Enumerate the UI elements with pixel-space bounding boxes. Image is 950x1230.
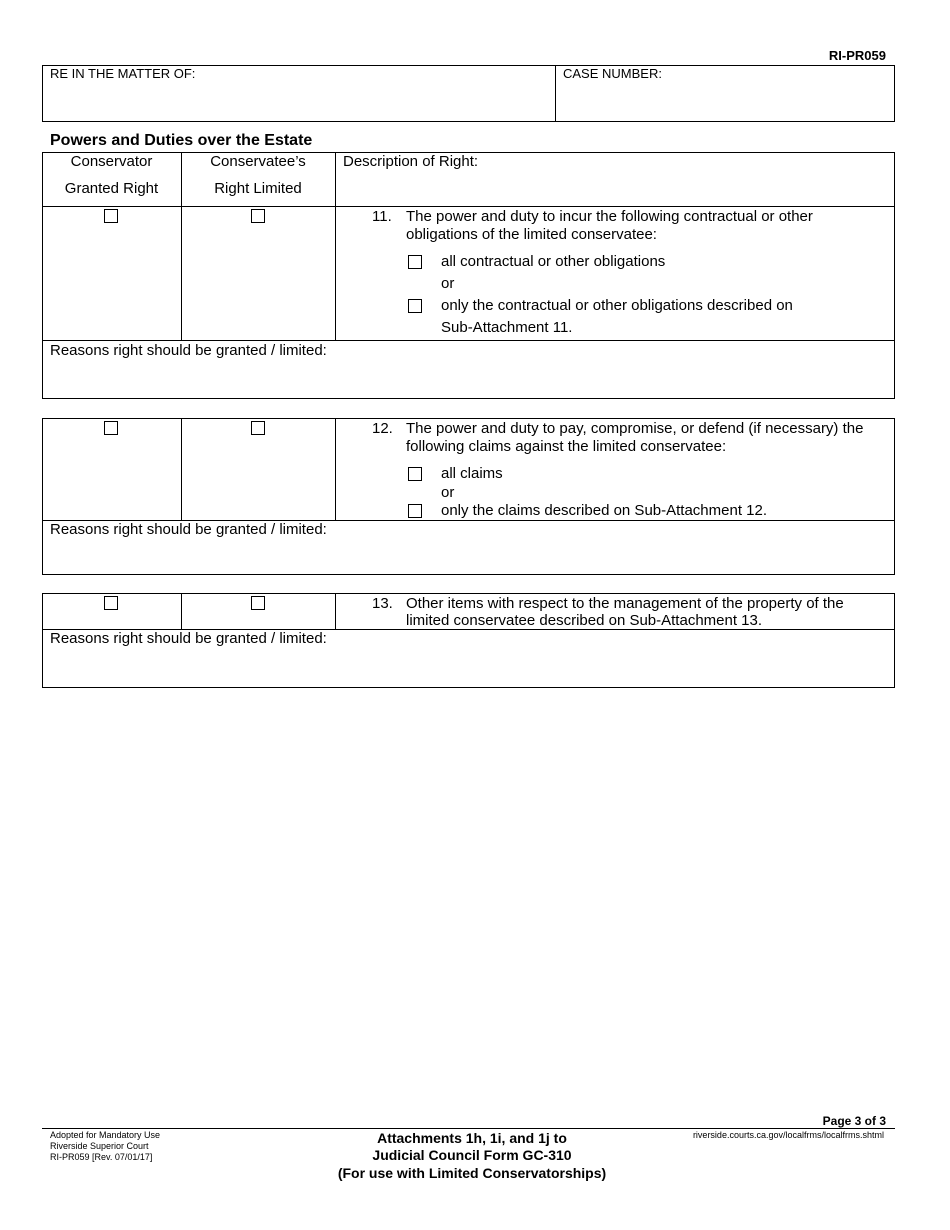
header-divider xyxy=(42,206,895,207)
item12-limited-checkbox[interactable] xyxy=(251,421,265,435)
caption-divider xyxy=(555,65,556,122)
item12-opt1-label: all claims xyxy=(441,465,503,482)
item11-granted-checkbox[interactable] xyxy=(104,209,118,223)
col-description: Description of Right: xyxy=(343,153,479,170)
item13-limited-checkbox[interactable] xyxy=(251,596,265,610)
item13-granted-checkbox[interactable] xyxy=(104,596,118,610)
footer-title-line2: Judicial Council Form GC-310 xyxy=(372,1147,572,1163)
footer-rule xyxy=(42,1128,895,1129)
item12-text-line2: following claims against the limited conservatee: xyxy=(406,438,727,455)
court-url-link[interactable]: riverside.courts.ca.gov/localfrms/localfrms.shtml xyxy=(692,1130,884,1140)
item12-reasons-field[interactable] xyxy=(50,541,888,571)
item13-reasons-field[interactable] xyxy=(50,650,888,684)
item12-opt1-checkbox[interactable] xyxy=(408,467,422,481)
reasons-divider xyxy=(42,340,895,341)
col-conservatee-line1: Conservatee’s xyxy=(210,153,306,170)
adopted-line2: Riverside Superior Court xyxy=(50,1141,149,1151)
col-conservator-line2: Granted Right xyxy=(64,180,159,197)
item12-granted-checkbox[interactable] xyxy=(104,421,118,435)
col-divider-1 xyxy=(181,418,182,520)
adopted-line3: RI-PR059 [Rev. 07/01/17] xyxy=(50,1152,153,1162)
case-number-label: CASE NUMBER: xyxy=(563,66,662,81)
item13-text-line2: limited conservatee described on Sub-Attachment 13. xyxy=(406,612,763,629)
item12-reasons-label: Reasons right should be granted / limited: xyxy=(50,521,327,538)
footer-title-line3: (For use with Limited Conservatorships) xyxy=(337,1165,607,1181)
item11-number: 11. xyxy=(372,208,392,225)
item11-text-line1: The power and duty to incur the following contractual or other xyxy=(406,208,813,225)
col-divider-2 xyxy=(335,593,336,629)
item12-opt2-checkbox[interactable] xyxy=(408,504,422,518)
item11-limited-checkbox[interactable] xyxy=(251,209,265,223)
col-divider-2 xyxy=(335,152,336,340)
col-divider-2 xyxy=(335,418,336,520)
item13-reasons-label: Reasons right should be granted / limited: xyxy=(50,630,327,647)
matter-field[interactable] xyxy=(50,84,548,118)
col-divider-1 xyxy=(181,593,182,629)
item12-number: 12. xyxy=(372,420,393,437)
section-title: Powers and Duties over the Estate xyxy=(50,132,313,149)
item11-reasons-field[interactable] xyxy=(50,362,888,395)
footer-title-line1: Attachments 1h, 1i, and 1j to xyxy=(377,1130,567,1146)
col-conservatee-line2: Right Limited xyxy=(214,180,302,197)
col-conservator-line1: Conservator xyxy=(70,153,153,170)
item11-opt2-checkbox[interactable] xyxy=(408,299,422,313)
item13-text-line1: Other items with respect to the management of the property of the xyxy=(406,595,844,612)
item12-text-line1: The power and duty to pay, compromise, or defend (if necessary) the xyxy=(406,420,864,437)
item11-opt2-line2: Sub-Attachment 11. xyxy=(441,319,573,336)
item11-reasons-label: Reasons right should be granted / limited: xyxy=(50,342,327,359)
item12-opt2-label: only the claims described on Sub-Attachment 12. xyxy=(441,502,768,519)
item11-opt1-checkbox[interactable] xyxy=(408,255,422,269)
case-number-field[interactable] xyxy=(563,84,888,118)
item11-opt2-line1: only the contractual or other obligations described on xyxy=(441,297,793,314)
matter-label: RE IN THE MATTER OF: xyxy=(50,66,196,81)
adopted-line1: Adopted for Mandatory Use xyxy=(50,1130,161,1140)
item12-or: or xyxy=(441,484,455,501)
form-id: RI-PR059 xyxy=(828,48,886,63)
item13-number: 13. xyxy=(372,595,393,612)
item11-text-line2: obligations of the limited conservatee: xyxy=(406,226,657,243)
item11-opt1-label: all contractual or other obligations xyxy=(441,253,666,270)
item11-or: or xyxy=(441,275,455,292)
page-number: Page 3 of 3 xyxy=(822,1114,886,1128)
